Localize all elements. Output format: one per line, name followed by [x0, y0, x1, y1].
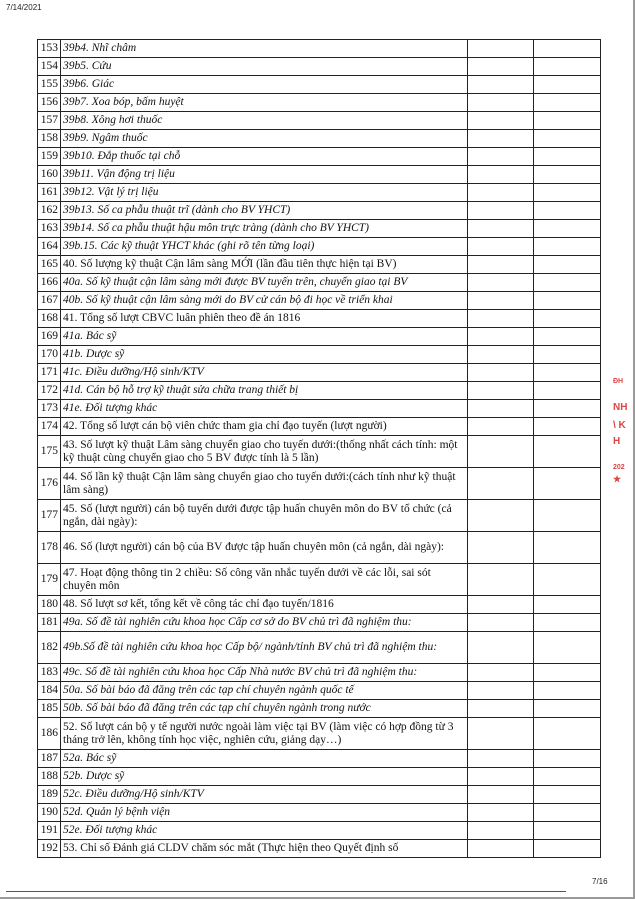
value-cell [534, 184, 601, 202]
value-cell [534, 468, 601, 500]
row-description: 41e. Đối tượng khác [61, 400, 468, 418]
table-row [38, 614, 601, 632]
table-row [38, 382, 601, 400]
row-number: 187 [38, 750, 61, 768]
value-cell [468, 564, 534, 596]
row-number: 167 [38, 292, 61, 310]
stamp-line: H [613, 436, 621, 447]
row-number: 158 [38, 130, 61, 148]
value-cell [468, 364, 534, 382]
value-cell [534, 274, 601, 292]
value-cell [468, 750, 534, 768]
row-number: 188 [38, 768, 61, 786]
row-description: 40. Số lượng kỹ thuật Cận lâm sàng MỚI (lần đầu tiên thực hiện tại BV) [61, 256, 468, 274]
value-cell [534, 148, 601, 166]
value-cell [468, 58, 534, 76]
value-cell [468, 274, 534, 292]
value-cell [534, 364, 601, 382]
row-description: 39b5. Cứu [61, 58, 468, 76]
table-row [38, 840, 601, 858]
value-cell [534, 682, 601, 700]
row-description: 52a. Bác sỹ [61, 750, 468, 768]
row-number: 177 [38, 500, 61, 532]
table-row [38, 700, 601, 718]
row-number: 166 [38, 274, 61, 292]
value-cell [468, 346, 534, 364]
row-number: 192 [38, 840, 61, 858]
row-description: 52b. Dược sỹ [61, 768, 468, 786]
row-description: 39b10. Đắp thuốc tại chỗ [61, 148, 468, 166]
table-row [38, 718, 601, 750]
table-row [38, 786, 601, 804]
value-cell [468, 822, 534, 840]
value-cell [468, 532, 534, 564]
value-cell [468, 238, 534, 256]
value-cell [468, 718, 534, 750]
row-number: 159 [38, 148, 61, 166]
row-number: 156 [38, 94, 61, 112]
row-number: 162 [38, 202, 61, 220]
value-cell [534, 112, 601, 130]
row-number: 169 [38, 328, 61, 346]
row-description: 40a. Số kỹ thuật cận lâm sàng mới được BV tuyến trên, chuyển giao tại BV [61, 274, 468, 292]
value-cell [534, 596, 601, 614]
row-description: 48. Số lượt sơ kết, tổng kết về công tác chỉ đạo tuyến/1816 [61, 596, 468, 614]
row-description: 42. Tổng số lượt cán bộ viên chức tham gia chỉ đạo tuyến (lượt người) [61, 418, 468, 436]
red-seal-stamp [611, 378, 635, 488]
row-description: 41b. Dược sỹ [61, 346, 468, 364]
row-number: 153 [38, 40, 61, 58]
row-number: 184 [38, 682, 61, 700]
row-description: 40b. Số kỹ thuật cận lâm sàng mới do BV cử cán bộ đi học về triển khai [61, 292, 468, 310]
row-description: 49b.Số đề tài nghiên cứu khoa học Cấp bộ/ ngành/tỉnh BV chủ trì đã nghiệm thu: [61, 632, 468, 664]
row-number: 173 [38, 400, 61, 418]
table-row [38, 682, 601, 700]
table-row [38, 532, 601, 564]
row-description: 41. Tổng số lượt CBVC luân phiên theo đề án 1816 [61, 310, 468, 328]
row-description: 39b12. Vật lý trị liệu [61, 184, 468, 202]
table-row [38, 184, 601, 202]
value-cell [468, 436, 534, 468]
value-cell [468, 768, 534, 786]
value-cell [534, 400, 601, 418]
value-cell [534, 804, 601, 822]
table-row [38, 202, 601, 220]
row-number: 155 [38, 76, 61, 94]
value-cell [534, 418, 601, 436]
row-description: 39b13. Số ca phẫu thuật trĩ (dành cho BV YHCT) [61, 202, 468, 220]
value-cell [468, 148, 534, 166]
table-row [38, 166, 601, 184]
value-cell [534, 564, 601, 596]
table-row [38, 256, 601, 274]
row-number: 178 [38, 532, 61, 564]
stamp-line: NH [613, 402, 628, 413]
stamp-line: ★ [613, 474, 622, 484]
row-description: 52e. Đối tượng khác [61, 822, 468, 840]
value-cell [468, 786, 534, 804]
value-cell [534, 310, 601, 328]
row-number: 186 [38, 718, 61, 750]
table-row [38, 664, 601, 682]
row-number: 189 [38, 786, 61, 804]
table-row [38, 130, 601, 148]
row-description: 45. Số (lượt người) cán bộ tuyến dưới được tập huấn chuyên môn do BV tổ chức (cả ngắn, dài ngày): [61, 500, 468, 532]
table-row [38, 418, 601, 436]
value-cell [468, 166, 534, 184]
value-cell [534, 786, 601, 804]
row-description: 52. Số lượt cán bộ y tế người nước ngoài làm việc tại BV (làm việc có hợp đồng từ 3 tháng trở lên, không tính học việc, nghiên cứu, giảng dạy…) [61, 718, 468, 750]
stamp-line: 202 [613, 464, 625, 471]
row-description: 39b4. Nhĩ châm [61, 40, 468, 58]
value-cell [468, 112, 534, 130]
value-cell [534, 328, 601, 346]
value-cell [534, 238, 601, 256]
row-description: 39b6. Giác [61, 76, 468, 94]
table-row [38, 328, 601, 346]
value-cell [534, 500, 601, 532]
value-cell [468, 184, 534, 202]
value-cell [534, 166, 601, 184]
row-description: 52c. Điều dưỡng/Hộ sinh/KTV [61, 786, 468, 804]
table-row [38, 468, 601, 500]
value-cell [468, 632, 534, 664]
row-description: 46. Số (lượt người) cán bộ của BV được tập huấn chuyên môn (cả ngắn, dài ngày): [61, 532, 468, 564]
value-cell [468, 40, 534, 58]
value-cell [534, 58, 601, 76]
row-description: 39b9. Ngâm thuốc [61, 130, 468, 148]
table-row [38, 220, 601, 238]
table-row [38, 822, 601, 840]
row-description: 39b11. Vận động trị liệu [61, 166, 468, 184]
row-number: 160 [38, 166, 61, 184]
value-cell [468, 500, 534, 532]
table-row [38, 310, 601, 328]
value-cell [468, 220, 534, 238]
row-number: 171 [38, 364, 61, 382]
value-cell [534, 346, 601, 364]
row-description: 41d. Cán bộ hỗ trợ kỹ thuật sửa chữa trang thiết bị [61, 382, 468, 400]
row-description: 44. Số lần kỹ thuật Cận lâm sàng chuyển giao cho tuyến dưới:(cách tính như kỹ thuật lâm sàng) [61, 468, 468, 500]
stamp-line: \ K [613, 420, 626, 431]
table-row [38, 436, 601, 468]
row-description: 49c. Số đề tài nghiên cứu khoa học Cấp Nhà nước BV chủ trì đã nghiệm thu: [61, 664, 468, 682]
value-cell [534, 700, 601, 718]
value-cell [468, 840, 534, 858]
value-cell [468, 292, 534, 310]
row-number: 172 [38, 382, 61, 400]
row-number: 179 [38, 564, 61, 596]
row-description: 41c. Điều dưỡng/Hộ sinh/KTV [61, 364, 468, 382]
row-number: 180 [38, 596, 61, 614]
table-row [38, 58, 601, 76]
row-description: 39b8. Xông hơi thuốc [61, 112, 468, 130]
table-row [38, 364, 601, 382]
value-cell [534, 202, 601, 220]
row-number: 164 [38, 238, 61, 256]
row-number: 176 [38, 468, 61, 500]
value-cell [534, 130, 601, 148]
row-description: 39b14. Số ca phẫu thuật hậu môn trực tràng (dành cho BV YHCT) [61, 220, 468, 238]
table-row [38, 274, 601, 292]
table-row [38, 804, 601, 822]
value-cell [468, 418, 534, 436]
stamp-line: ĐH [613, 378, 624, 385]
value-cell [468, 614, 534, 632]
value-cell [534, 94, 601, 112]
value-cell [468, 76, 534, 94]
value-cell [534, 76, 601, 94]
row-number: 181 [38, 614, 61, 632]
value-cell [534, 256, 601, 274]
table-row [38, 768, 601, 786]
value-cell [534, 614, 601, 632]
value-cell [468, 682, 534, 700]
row-number: 183 [38, 664, 61, 682]
value-cell [468, 804, 534, 822]
table-row [38, 400, 601, 418]
row-number: 170 [38, 346, 61, 364]
row-description: 52d. Quản lý bệnh viện [61, 804, 468, 822]
row-number: 191 [38, 822, 61, 840]
table-row [38, 148, 601, 166]
print-date: 7/14/2021 [6, 3, 42, 12]
value-cell [468, 94, 534, 112]
row-description: 47. Hoạt động thông tin 2 chiều: Số công văn nhắc tuyến dưới về các lỗi, sai sót chuyên môn [61, 564, 468, 596]
row-description: 41a. Bác sỹ [61, 328, 468, 346]
row-number: 163 [38, 220, 61, 238]
row-description: 50a. Số bài báo đã đăng trên các tạp chí chuyên ngành quốc tế [61, 682, 468, 700]
value-cell [468, 256, 534, 274]
value-cell [534, 768, 601, 786]
value-cell [534, 292, 601, 310]
page-number: 7/16 [592, 877, 608, 886]
value-cell [468, 700, 534, 718]
table-row [38, 76, 601, 94]
value-cell [534, 718, 601, 750]
value-cell [534, 632, 601, 664]
row-number: 174 [38, 418, 61, 436]
value-cell [534, 664, 601, 682]
value-cell [534, 436, 601, 468]
value-cell [468, 328, 534, 346]
row-number: 190 [38, 804, 61, 822]
value-cell [468, 310, 534, 328]
value-cell [468, 400, 534, 418]
value-cell [534, 220, 601, 238]
row-description: 49a. Số đề tài nghiên cứu khoa học Cấp cơ sở do BV chủ trì đã nghiệm thu: [61, 614, 468, 632]
row-number: 154 [38, 58, 61, 76]
table-row [38, 94, 601, 112]
value-cell [534, 750, 601, 768]
row-description: 39b.15. Các kỹ thuật YHCT khác (ghi rõ tên từng loại) [61, 238, 468, 256]
row-description: 39b7. Xoa bóp, bấm huyệt [61, 94, 468, 112]
table-row [38, 564, 601, 596]
row-number: 182 [38, 632, 61, 664]
value-cell [468, 664, 534, 682]
value-cell [534, 532, 601, 564]
report-table [37, 39, 601, 858]
table-row [38, 238, 601, 256]
row-description: 43. Số lượt kỹ thuật Lâm sàng chuyển giao cho tuyến dưới:(thống nhất cách tính: một kỹ thuật cùng chuyển giao cho 5 BV được tính là 5 lần) [61, 436, 468, 468]
row-number: 165 [38, 256, 61, 274]
row-number: 168 [38, 310, 61, 328]
value-cell [534, 382, 601, 400]
table-row [38, 632, 601, 664]
row-number: 161 [38, 184, 61, 202]
value-cell [468, 596, 534, 614]
row-description: 50b. Số bài báo đã đăng trên các tạp chí chuyên ngành trong nước [61, 700, 468, 718]
value-cell [534, 40, 601, 58]
footer-rule [6, 891, 566, 892]
value-cell [534, 840, 601, 858]
value-cell [468, 130, 534, 148]
row-description: 53. Chỉ số Đánh giá CLDV chăm sóc mắt (Thực hiện theo Quyết định số [61, 840, 468, 858]
table-row [38, 40, 601, 58]
table-row [38, 596, 601, 614]
table-row [38, 750, 601, 768]
table-row [38, 292, 601, 310]
table-row [38, 500, 601, 532]
row-number: 185 [38, 700, 61, 718]
value-cell [534, 822, 601, 840]
row-number: 157 [38, 112, 61, 130]
table-row [38, 346, 601, 364]
row-number: 175 [38, 436, 61, 468]
value-cell [468, 202, 534, 220]
table-row [38, 112, 601, 130]
value-cell [468, 382, 534, 400]
value-cell [468, 468, 534, 500]
